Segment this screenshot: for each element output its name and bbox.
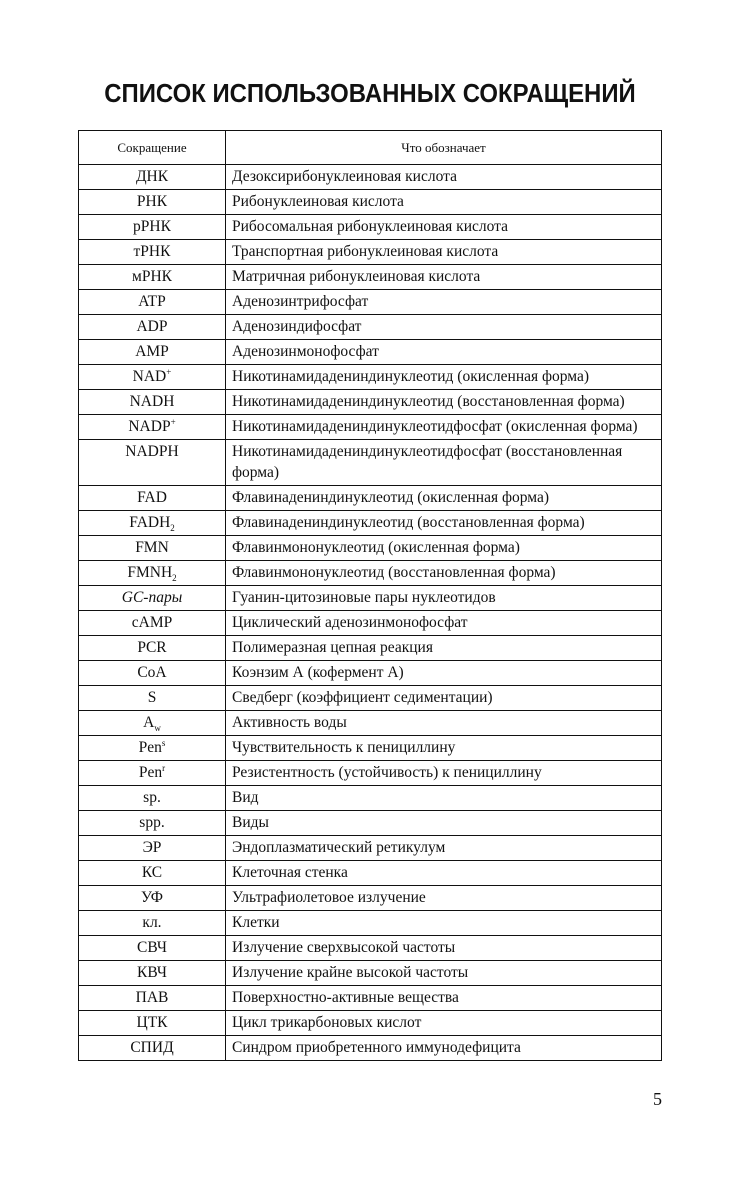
- table-row: [79, 661, 662, 686]
- abbreviation-text: NAD: [132, 368, 167, 385]
- abbreviation-text: ДНК: [135, 168, 169, 185]
- abbreviation-text: Pen: [138, 739, 162, 756]
- abbreviation-superscript: +: [166, 366, 172, 377]
- abbreviation-text: ПАВ: [135, 989, 169, 1006]
- meaning-cell: Цикл трикарбоновых кислот: [226, 1011, 662, 1036]
- abbreviation-text: тРНК: [133, 243, 171, 260]
- abbreviation-text: ЭР: [142, 839, 162, 856]
- abbreviation-cell: [79, 440, 226, 486]
- abbreviation-cell: [79, 536, 226, 561]
- abbreviation-text: рРНК: [133, 218, 171, 235]
- meaning-cell: Аденозинтрифосфат: [226, 290, 662, 315]
- abbreviation-text: cAMP: [131, 614, 173, 631]
- table-row: [79, 811, 662, 836]
- meaning-cell: Гуанин-цитозиновые пары нуклеотидов: [226, 586, 662, 611]
- meaning-cell: Никотинамидадениндинуклеотид (восстановленная форма): [226, 390, 662, 415]
- meaning-cell: Излучение крайне высокой частоты: [226, 961, 662, 986]
- meaning-cell: Матричная рибонуклеиновая кислота: [226, 265, 662, 290]
- column-header-meaning: Что обозначает: [226, 131, 662, 165]
- meaning-cell: Активность воды: [226, 711, 662, 736]
- meaning-cell: Флавинмононуклеотид (восстановленная форма): [226, 561, 662, 586]
- table-row: [79, 165, 662, 190]
- abbreviation-cell: [79, 961, 226, 986]
- table-row: [79, 390, 662, 415]
- meaning-cell: Эндоплазматический ретикулум: [226, 836, 662, 861]
- table-row: [79, 240, 662, 265]
- abbreviation-text: ATP: [138, 293, 166, 310]
- abbreviation-text: GC-пары: [121, 589, 183, 606]
- abbreviation-cell: [79, 365, 226, 390]
- abbreviation-cell: [79, 686, 226, 711]
- meaning-cell: Дезоксирибонуклеиновая кислота: [226, 165, 662, 190]
- abbreviation-cell: [79, 561, 226, 586]
- table-row: [79, 190, 662, 215]
- abbreviation-cell: [79, 486, 226, 511]
- abbreviation-text: spp.: [139, 814, 165, 831]
- abbreviation-text: кл.: [142, 914, 162, 931]
- abbreviation-cell: [79, 661, 226, 686]
- abbreviation-text: S: [147, 689, 157, 706]
- table-row: [79, 861, 662, 886]
- abbreviation-cell: [79, 265, 226, 290]
- table-row: [79, 1036, 662, 1061]
- meaning-cell: Никотинамидадениндинуклеотидфосфат (восстановленная форма): [226, 440, 662, 486]
- meaning-cell: Флавинадениндинуклеотид (окисленная форма): [226, 486, 662, 511]
- table-row: [79, 936, 662, 961]
- table-row: [79, 636, 662, 661]
- abbreviation-text: PCR: [137, 639, 167, 656]
- meaning-cell: Чувствительность к пенициллину: [226, 736, 662, 761]
- abbreviation-superscript: s: [161, 737, 166, 748]
- meaning-cell: Флавинмононуклеотид (окисленная форма): [226, 536, 662, 561]
- abbreviation-text: A: [143, 714, 155, 731]
- abbreviation-cell: [79, 315, 226, 340]
- table-row: [79, 315, 662, 340]
- abbreviation-cell: [79, 390, 226, 415]
- abbreviation-cell: [79, 811, 226, 836]
- table-row: [79, 1011, 662, 1036]
- meaning-cell: Рибонуклеиновая кислота: [226, 190, 662, 215]
- abbreviation-text: AMP: [135, 343, 169, 360]
- abbreviation-cell: [79, 611, 226, 636]
- abbreviation-cell: [79, 636, 226, 661]
- table-row: [79, 215, 662, 240]
- abbreviation-cell: [79, 836, 226, 861]
- table-row: [79, 886, 662, 911]
- abbreviation-text: NADP: [128, 418, 171, 435]
- page-title: СПИСОК ИСПОЛЬЗОВАННЫХ СОКРАЩЕНИЙ: [104, 78, 636, 108]
- abbreviation-cell: [79, 886, 226, 911]
- table-row: [79, 365, 662, 390]
- meaning-cell: Сведберг (коэффициент седиментации): [226, 686, 662, 711]
- abbreviation-cell: [79, 586, 226, 611]
- abbreviation-cell: [79, 761, 226, 786]
- abbreviation-cell: [79, 290, 226, 315]
- table-row: [79, 486, 662, 511]
- table-row: [79, 711, 662, 736]
- abbreviations-table: [78, 130, 662, 1061]
- table-row: [79, 736, 662, 761]
- table-row: [79, 536, 662, 561]
- abbreviation-text: КВЧ: [137, 964, 167, 981]
- abbreviation-text: РНК: [136, 193, 168, 210]
- abbreviation-text: ЦТК: [136, 1014, 168, 1031]
- abbreviation-cell: [79, 786, 226, 811]
- abbreviation-text: Pen: [138, 764, 163, 781]
- abbreviation-cell: [79, 165, 226, 190]
- abbreviation-text: FADH: [129, 514, 171, 531]
- table-row: [79, 561, 662, 586]
- abbreviation-cell: [79, 1011, 226, 1036]
- table-row: [79, 511, 662, 536]
- table-body: [79, 165, 662, 1061]
- abbreviation-superscript: r: [162, 762, 166, 773]
- page-number: 5: [653, 1089, 662, 1109]
- abbreviation-cell: [79, 511, 226, 536]
- table-row: [79, 265, 662, 290]
- column-header-abbreviation: Сокращение: [79, 131, 226, 165]
- table-row: [79, 611, 662, 636]
- meaning-cell: Полимеразная цепная реакция: [226, 636, 662, 661]
- abbreviation-cell: [79, 711, 226, 736]
- abbreviation-cell: [79, 190, 226, 215]
- table-row: [79, 786, 662, 811]
- abbreviation-cell: [79, 340, 226, 365]
- abbreviation-subscript: 2: [172, 573, 177, 584]
- meaning-cell: Излучение сверхвысокой частоты: [226, 936, 662, 961]
- table-row: [79, 986, 662, 1011]
- abbreviation-text: FMN: [135, 539, 169, 556]
- meaning-cell: Клетки: [226, 911, 662, 936]
- meaning-cell: Поверхностно-активные вещества: [226, 986, 662, 1011]
- abbreviation-cell: [79, 736, 226, 761]
- abbreviation-text: CoA: [137, 664, 167, 681]
- abbreviation-cell: [79, 215, 226, 240]
- meaning-cell: Циклический аденозинмонофосфат: [226, 611, 662, 636]
- table-row: [79, 586, 662, 611]
- abbreviation-text: мРНК: [132, 268, 172, 285]
- abbreviation-cell: [79, 911, 226, 936]
- meaning-cell: Виды: [226, 811, 662, 836]
- abbreviation-superscript: +: [170, 416, 176, 427]
- abbreviation-cell: [79, 240, 226, 265]
- abbreviation-text: СПИД: [130, 1039, 174, 1056]
- table-row: [79, 836, 662, 861]
- table-row: [79, 961, 662, 986]
- abbreviation-cell: [79, 415, 226, 440]
- meaning-cell: Флавинадениндинуклеотид (восстановленная форма): [226, 511, 662, 536]
- abbreviation-cell: [79, 861, 226, 886]
- abbreviation-cell: [79, 936, 226, 961]
- abbreviation-subscript: w: [154, 723, 161, 734]
- abbreviation-text: NADPH: [125, 443, 179, 460]
- table-row: [79, 440, 662, 486]
- abbreviation-text: УФ: [140, 889, 164, 906]
- abbreviation-text: СВЧ: [137, 939, 167, 956]
- abbreviation-cell: [79, 1036, 226, 1061]
- table-row: [79, 686, 662, 711]
- meaning-cell: Клеточная стенка: [226, 861, 662, 886]
- abbreviation-cell: [79, 986, 226, 1011]
- meaning-cell: Никотинамидадениндинуклеотид (окисленная форма): [226, 365, 662, 390]
- table-row: [79, 415, 662, 440]
- meaning-cell: Вид: [226, 786, 662, 811]
- meaning-cell: Транспортная рибонуклеиновая кислота: [226, 240, 662, 265]
- abbreviation-text: КС: [141, 864, 163, 881]
- meaning-cell: Аденозиндифосфат: [226, 315, 662, 340]
- abbreviation-text: FMNH: [127, 564, 173, 581]
- meaning-cell: Коэнзим А (кофермент А): [226, 661, 662, 686]
- meaning-cell: Аденозинмонофосфат: [226, 340, 662, 365]
- table-row: [79, 761, 662, 786]
- abbreviation-subscript: 2: [170, 523, 175, 534]
- meaning-cell: Резистентность (устойчивость) к пенициллину: [226, 761, 662, 786]
- abbreviation-text: sp.: [143, 789, 161, 806]
- meaning-cell: Рибосомальная рибонуклеиновая кислота: [226, 215, 662, 240]
- table-row: [79, 340, 662, 365]
- table-header-row: [79, 131, 662, 165]
- abbreviation-text: FAD: [137, 489, 167, 506]
- abbreviation-text: ADP: [136, 318, 168, 335]
- meaning-cell: Ультрафиолетовое излучение: [226, 886, 662, 911]
- abbreviation-text: NADH: [129, 393, 175, 410]
- table-row: [79, 290, 662, 315]
- meaning-cell: Никотинамидадениндинуклеотидфосфат (окисленная форма): [226, 415, 662, 440]
- meaning-cell: Синдром приобретенного иммунодефицита: [226, 1036, 662, 1061]
- table-row: [79, 911, 662, 936]
